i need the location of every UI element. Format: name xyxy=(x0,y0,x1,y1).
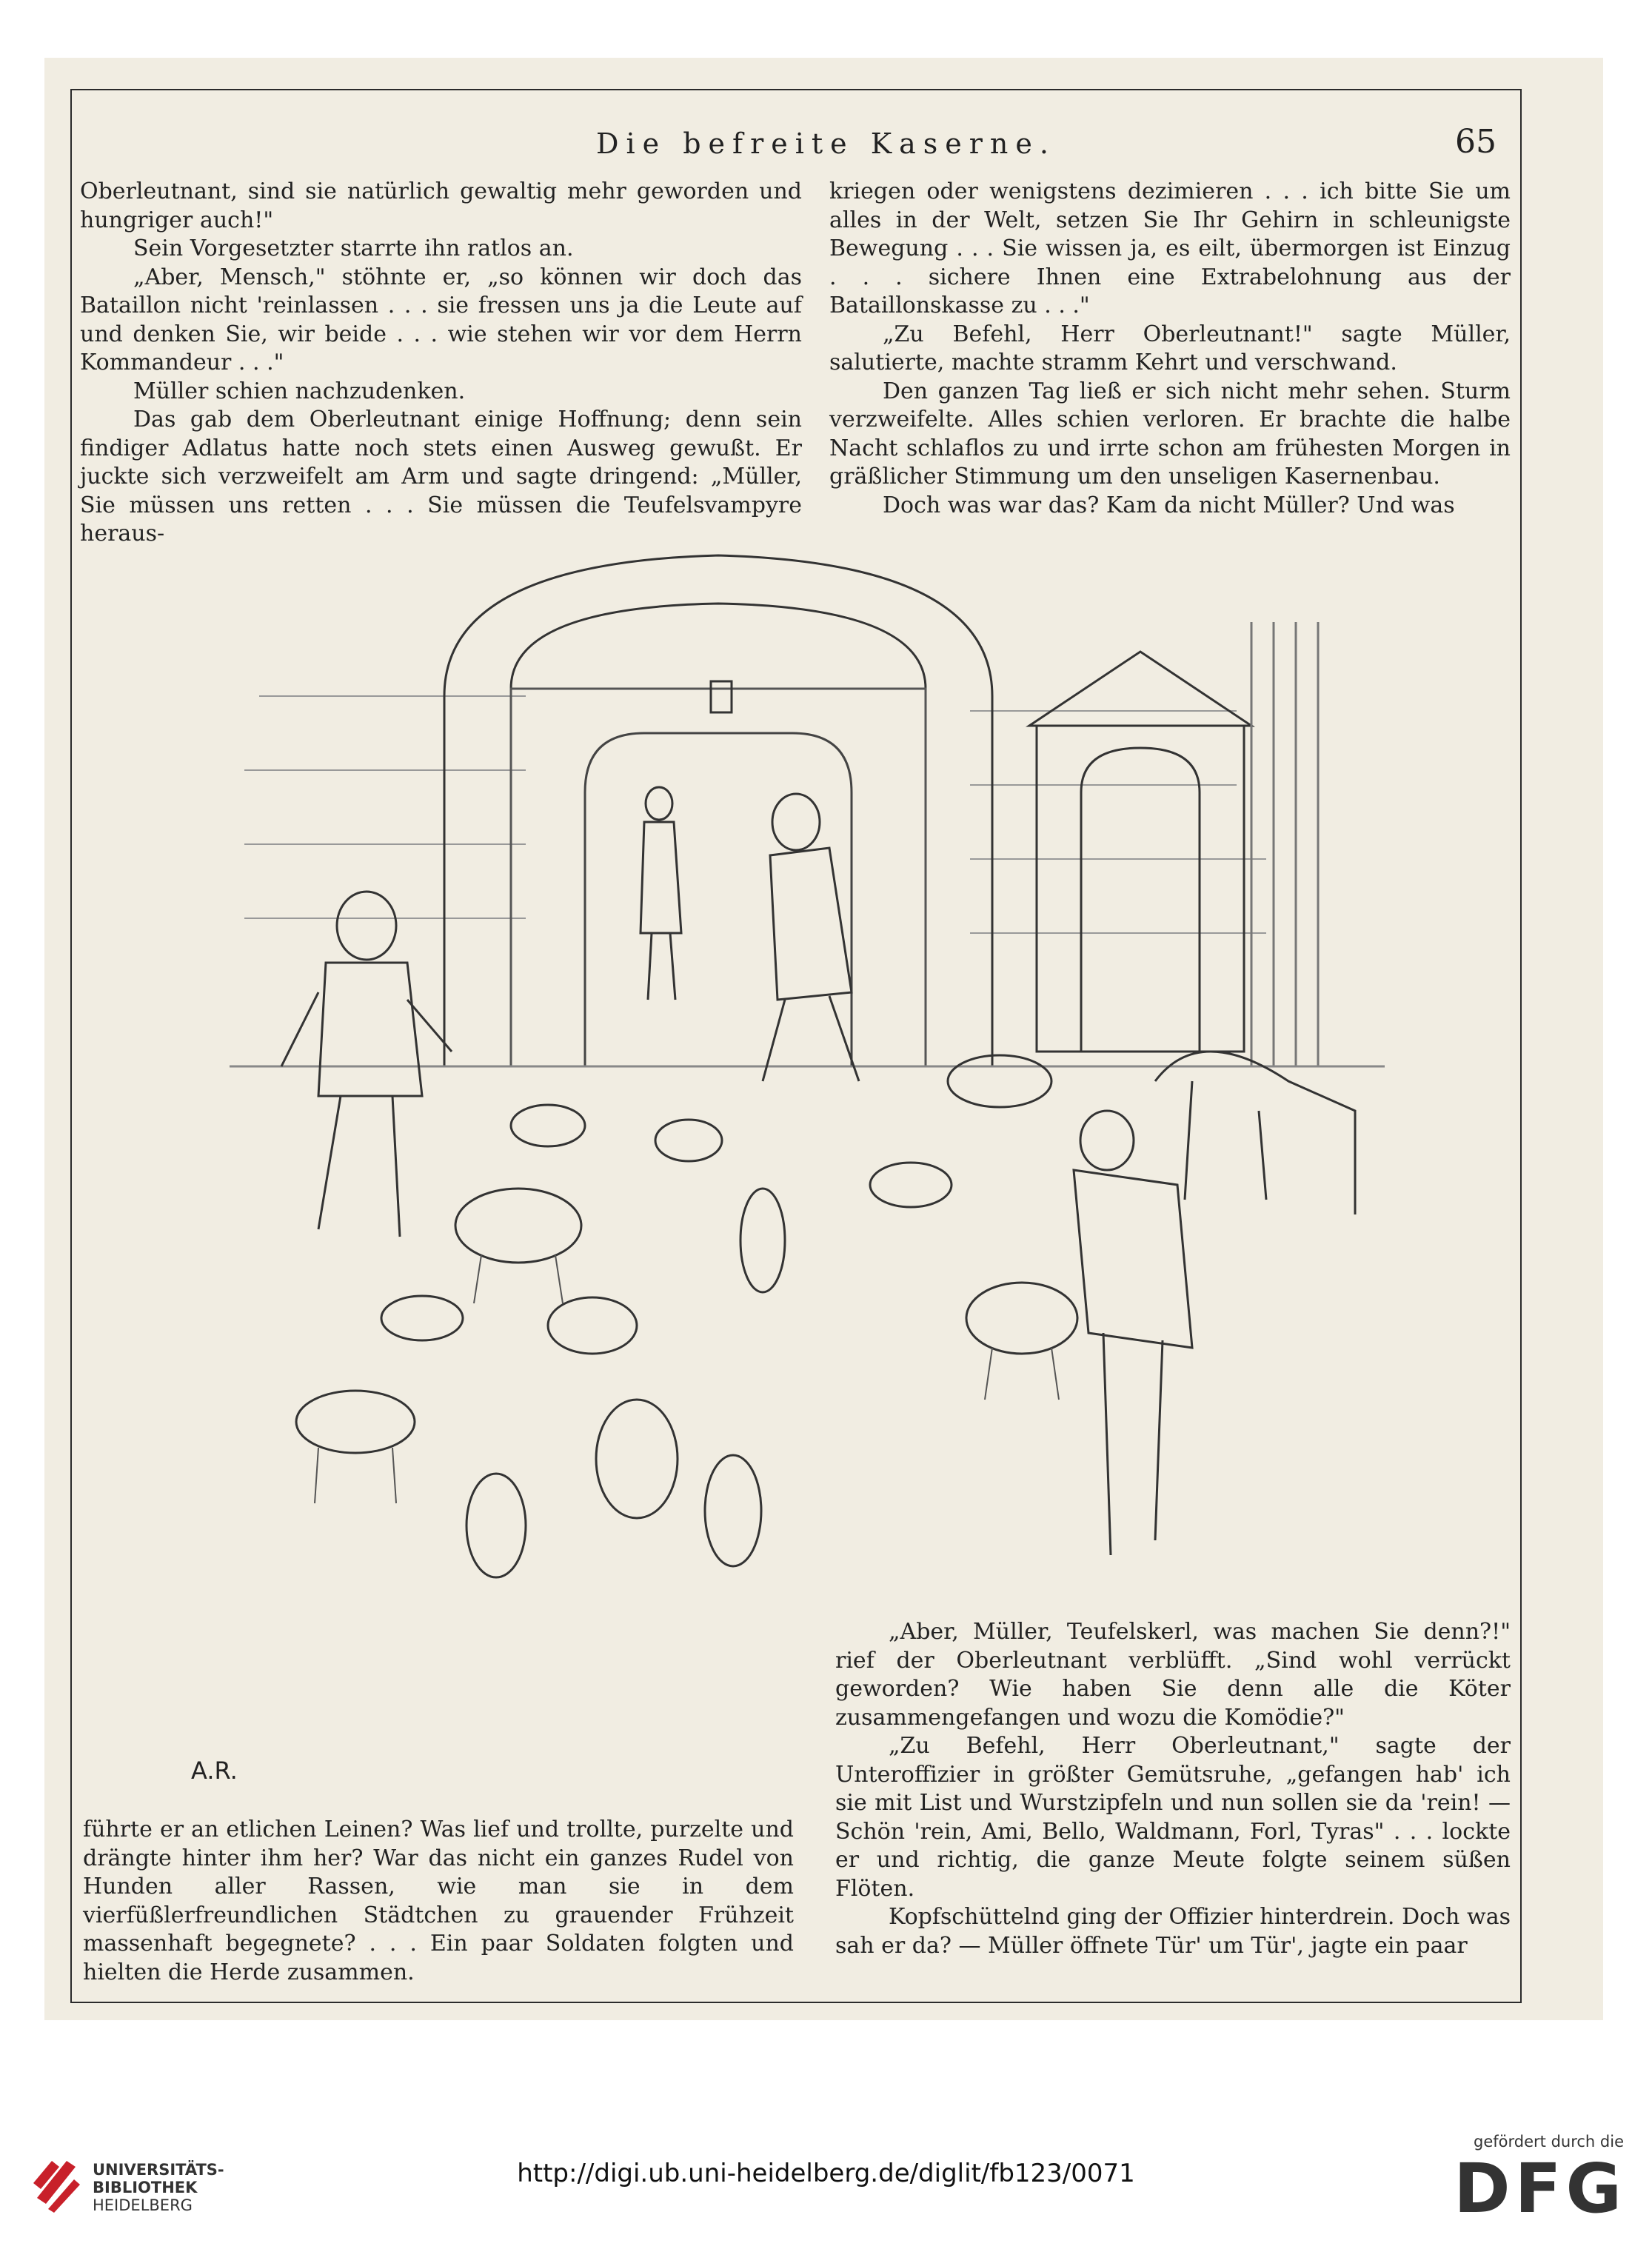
column-left-bottom xyxy=(83,1816,794,1987)
page-number: 65 xyxy=(1455,123,1497,161)
paragraph: „Zu Befehl, Herr Oberleutnant," sagte der Unteroffizier in größter Gemütsruhe, „gefangen hab' ich sie mit List und Wurstzipfeln und nun sollen sie da 'rein! — Schön 'rein, Ami, Bello, Waldmann, Forl, Tyras" . . . lockte er und richtig, die ganze Meute folgte seinem süßen Flöten. xyxy=(835,1733,1511,1902)
illustration-signature: A.R. xyxy=(191,1757,238,1785)
funded-by-label: gefördert durch die xyxy=(1474,2133,1624,2151)
illustration-barracks-dogs xyxy=(200,548,1414,1614)
paragraph: kriegen oder wenigstens dezimieren . . . ich bitte Sie um alles in der Welt, setzen Sie Ihr Gehirn in schleunigste Bewegung . . . Sie wissen ja, es eilt, übermorgen ist Einzug . . . sichere Ihnen eine Extrabelohnung aus der Bataillonskasse zu . . ." xyxy=(829,178,1511,318)
paragraph: Das gab dem Oberleutnant einige Hoffnung; denn sein findiger Adlatus hatte noch stets einen Ausweg gewußt. Er juckte sich verzweifelt am Arm und sagte dringend: „Müller, Sie müssen uns retten . . . Sie müssen die Teufelsvampyre heraus- xyxy=(80,407,802,547)
source-url[interactable]: http://digi.ub.uni-heidelberg.de/diglit/fb123/0071 xyxy=(517,2159,1135,2188)
dfg-logo: DFG xyxy=(1454,2149,1626,2228)
library-name: UNIVERSITÄTS- BIBLIOTHEK HEIDELBERG xyxy=(93,2161,224,2214)
paragraph: Kopfschüttelnd ging der Offizier hinterdrein. Doch was sah er da? — Müller öffnete Tür' um Tür', jagte ein paar xyxy=(835,1904,1511,1959)
paragraph: führte er an etlichen Leinen? Was lief und trollte, purzelte und drängte hinter ihm her? War das nicht ein ganzes Rudel von Hunden aller Rassen, wie man sie in dem vierfüßlerfreundlichen Städtchen zu grauender Frühzeit massenhaft begegnete? . . . Ein paar Soldaten folgten und hielten die Herde zusammen. xyxy=(83,1817,794,1985)
running-title: Die befreite Kaserne. xyxy=(596,127,1056,160)
paragraph: „Aber, Mensch," stöhnte er, „so können wir doch das Bataillon nicht 'reinlassen . . . sie fressen uns ja die Leute auf und denken Sie, wir beide . . . wie stehen wir vor dem Herrn Kommandeur . . ." xyxy=(80,264,802,375)
paragraph: „Aber, Müller, Teufelskerl, was machen Sie denn?!" rief der Oberleutnant verblüfft. „Sind wohl verrückt geworden? Wie haben Sie denn alle die Köter zusammengefangen und wozu die Komödie?" xyxy=(835,1619,1511,1731)
paragraph: Sein Vorgesetzter starrte ihn ratlos an. xyxy=(133,235,574,261)
column-right-middle xyxy=(835,1618,1511,1960)
paragraph: Den ganzen Tag ließ er sich nicht mehr sehen. Sturm verzweifelte. Alles schien verloren. Er brachte die halbe Nacht schlaflos zu und irrte schon am frühesten Morgen in gräßlicher Stimmung um den unseligen Kasernenbau. xyxy=(829,378,1511,489)
column-left-top xyxy=(80,178,802,549)
paragraph: Müller schien nachzudenken. xyxy=(133,378,466,404)
paragraph: Oberleutnant, sind sie natürlich gewaltig mehr geworden und hungriger auch!" xyxy=(80,178,802,233)
paragraph: „Zu Befehl, Herr Oberleutnant!" sagte Müller, salutierte, machte stramm Kehrt und verschwand. xyxy=(829,321,1511,375)
column-right-top xyxy=(829,178,1511,520)
running-head xyxy=(0,123,1652,164)
paragraph: Doch was war das? Kam da nicht Müller? Und was xyxy=(883,492,1455,518)
